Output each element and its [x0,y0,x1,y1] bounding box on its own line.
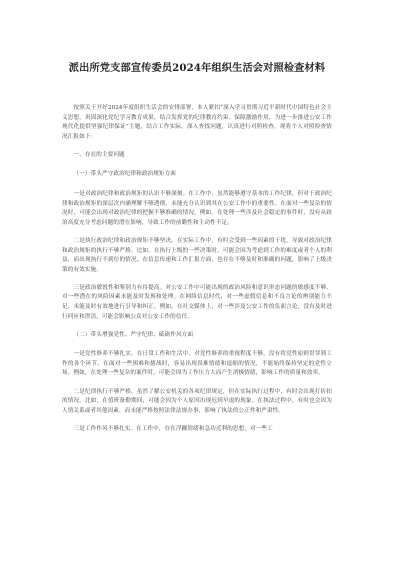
body-paragraph: 一是对政治纪律和政治规矩的认识不够深刻。在工作中，虽然能够遵守基本的工作纪律，但对于政治纪律和政治规矩的深层次内涵理解不够透彻，未能充分认识到其在公安工作中的重要性。在面对一些复杂的情况时，可能会出现对政治纪律的把握不够准确的情况。例如，在处理一些涉及社会稳定的事件时，没有从政治高度充分考虑问题的潜在影响，导致工作的前瞻性和主动性不足。 [62,191,332,226]
page-title: 派出所党支部宣传委员2024年组织生活会对照检查材料 [68,62,326,74]
body-paragraph: 一是党性修养不够扎实。在日常工作和生活中，对党性修养的重视程度不够，没有将党性原则贯穿到工作的各个环节。在面对一些困难和挑战时，容易出现畏难情绪和退缩的情况，不能始终保持坚定的党性立场。例如，在处理一些复杂的案件时，可能会因为工作压力大而产生消极情绪，影响工作的质量和效率。 [62,351,332,377]
body-paragraph: 三是政治敏锐性和鉴别力有待提高。对公安工作中可能出现的政治风险和意识形态问题的敏感度不够，对一些潜在的风险因素未能及时发现和处理。在网络信息时代，对一些虚假信息和不良言论的辨别能力不足，未能及时有效地进行引导和纠正。例如，在社交媒体上，对一些涉及公安工作的负面言论，没有及时进行回应和澄清，可能会影响公众对公安工作的信任。 [62,284,332,320]
section-heading: 一、存在的主要问题 [73,151,125,158]
intro-paragraph: 按照关于开好2024年度组织生活会的安排部署，本人紧扣“深入学习贯彻习近平新时代中国特色社会主义思想，巩固深化党纪学习教育成果，结合发挥党的纪律教育约束、保障激励作用，为进一步推进公安工作现代化提供坚强纪律保证”主题，结合工作实际，深入查找问题，认真进行对照检查，现将个人对照检查情况汇报如下： [62,105,332,140]
document-body [62,75,332,434]
subsection-heading: （二）带头增强党性、严守纪律、砥砺作风方面 [73,331,194,338]
body-paragraph: 三是工作作风不够扎实。在工作中，存在浮躁情绪和急功近利的思想，对一些工 [73,425,273,432]
body-paragraph: 二是纪律执行不够严格。虽然了解公安机关的各项纪律规定，但在实际执行过程中，有时会出现打折扣的情况。比如，在值班备勤期间，可能会因为个人原因出现迟到早退的现象。在执法过程中，有时也会因为人情关系或者其他因素，而未能严格按照法律法规办事，影响了执法的公正性和严肃性。 [62,388,332,414]
subsection-heading: （一）带头严守政治纪律和政治规矩方面 [73,171,176,178]
body-paragraph: 二是执行政治纪律和政治规矩不够坚决。在实际工作中，有时会受到一些因素的干扰，导致对政治纪律和政治规矩的执行不够严格。比如，在执行上级的一些决策时，可能会因为考虑到工作的难度或者个人的利益，而出现执行不到位的情况。在信息传递和工作汇报方面，也存在不够及时和准确的问题，影响了上级决策的有效实施。 [62,237,332,273]
